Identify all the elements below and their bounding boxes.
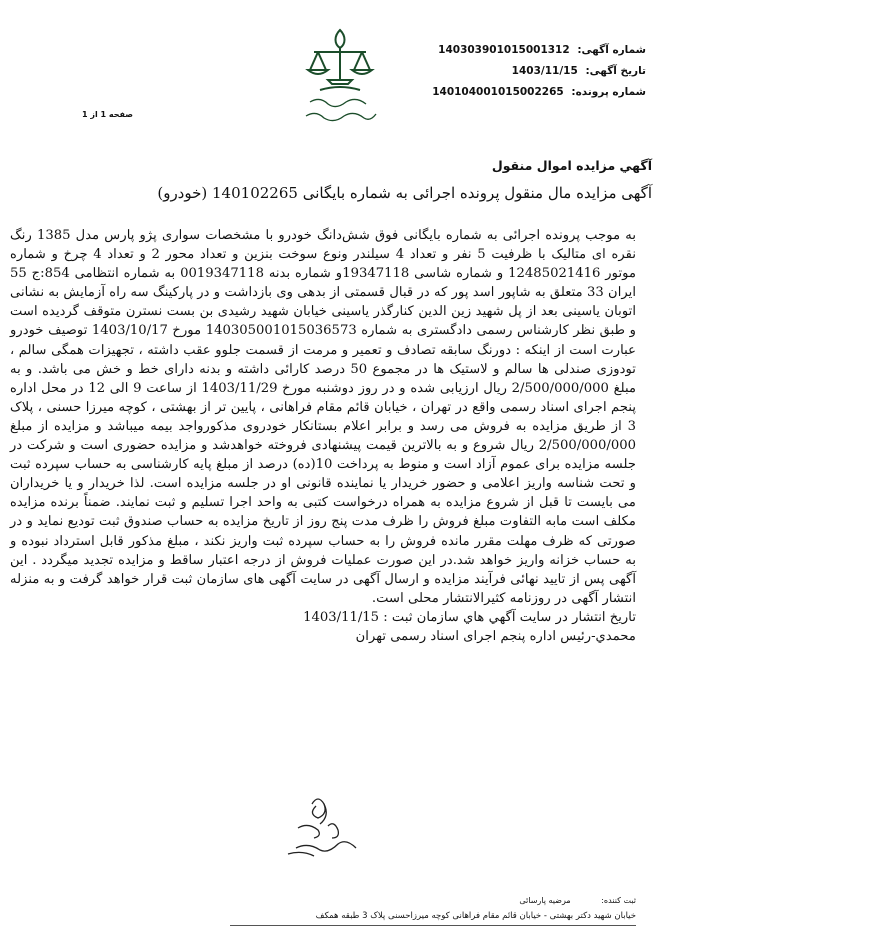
registrar-label: ثبت کننده: — [601, 896, 636, 905]
ad-date-label: تاریخ آگهی: — [585, 65, 646, 77]
signature-area — [278, 792, 374, 860]
page-subtitle: آگهی مزایده مال منقول پرونده اجرائی به شماره بایگانی 140102265 (خودرو) — [157, 184, 652, 202]
registrar-name: مرضیه پارسائی — [519, 896, 571, 905]
case-number-label: شماره پرونده: — [571, 86, 646, 98]
page-title: آگهي مزايده اموال منقول — [491, 158, 652, 173]
ad-date-row — [446, 61, 646, 82]
judiciary-emblem — [300, 18, 380, 133]
handwritten-signature-icon — [278, 792, 374, 860]
registrar-row — [519, 896, 636, 905]
footer-divider — [230, 925, 636, 926]
footer-address: خیابان شهید دکتر بهشتی - خیابان قائم مقام فراهانی کوچه میرزاحسنی پلاک 3 طبقه همکف — [315, 911, 636, 921]
notice-body — [10, 226, 636, 646]
ad-number-row — [438, 40, 646, 61]
case-number-row — [432, 82, 646, 103]
ad-number-value: 140303901015001312 — [438, 44, 570, 56]
ad-date-value: 1403/11/15 — [511, 65, 578, 77]
page-number: صفحه 1 از 1 — [82, 110, 133, 119]
notice-paragraph: به موجب پرونده اجرائی به شماره بایگانی فوق شش‌دانگ خودرو با مشخصات سواری پژو پارس مدل 1385 رنگ نقره ای متالیک با ظرفیت 5 نفر و تعداد 4 سیلندر ونوع سوخت بنزین و تعداد محور 2 و تعداد 4 چرخ و شماره موتور 12485021416 و شماره شاسی 19347118و شماره بدنه 0019347118 به شماره انتظامی 854:ج 55 ایران 33 متعلق به شاپور اسد پور که در قبال قسمتی از بدهی وی بازداشت و در پارکینگ سه راه آزمایش به نشانی اتوبان یاسینی بعد از پل شهید زین الدین کنارگذر یاسینی خیابان شهید رشیدی بن بست نسترن متوقف گردیده است و طبق نظر کارشناس رسمی دادگستری به شماره 140305001015036573 مورخ 1403/10/17 توصیف خودرو عبارت است از اینکه : دورنگ سابقه تصادف و تعمیر و مرمت از قسمت جلوو عقب داشته ، تجهیزات همگی سالم ، تودوزی صندلی ها سالم و لاستیک ها در مجموع 50 درصد کارائی داشته و بدنه دارای خط و خش می باشد. و به مبلغ 2/500/000/000 ریال ارزیابی شده و در روز دوشنبه مورخ 1403/11/29 از ساعت 9 الی 12 در محل اداره پنجم اجرای اسناد رسمی واقع در تهران ، خیابان قائم مقام فراهانی ، پایین تر از بهشتی ، کوچه میرزا حسنی ، پلاک 3 از طریق مزایده به فروش می رسد و برابر اعلام بستانکار خودروی مذکورواجد بیمه میباشد و مزایده از مبلغ 2/500/000/000 ریال شروع و به بالاترین قیمت پیشنهادی فروخته خواهدشد و مزایده حضوری است و شرکت در جلسه مزایده برای عموم آزاد است و منوط به پرداخت 10(ده) درصد از مبلغ پایه کارشناسی به حساب سپرده ثبت و تحت شناسه واریز اعلامی و حضور خریدار یا نماینده قانونی او در جلسه مزایده است. لذا خریدار و یا خریداران می بایست تا قبل از شروع مزایده به همراه درخواست کتبی به واحد اجرا تسلیم و ثبت نمایند. ضمناً برنده مزایده مکلف است مابه التفاوت مبلغ فروش را ظرف مدت پنج روز از تاریخ مزایده به حساب صندوق ثبت تودیع نماید و در صورتی که ظرف مهلت مقرر مانده فروش را به حساب سپرده ثبت واریز نکند ، مبلغ مذکور قابل استرداد نبوده و به حساب خزانه واریز خواهد شد.در این صورت عملیات فروش از درجه اعتبار ساقط و مزایده تجدید میگردد . این آگهی پس از تایید نهائی فرآیند مزایده و ارسال آگهی در سایت آگهی های سازمان ثبت قرار خواهد گرفت و به منزله انتشار آگهی در روزنامه کثیرالانتشار محلی است. — [10, 228, 637, 606]
signatory-line: محمدي-رئيس اداره پنجم اجرای اسناد رسمی تهران — [355, 628, 636, 644]
publish-date-line: تاریخ انتشار در سایت آگهي هاي سازمان ثبت : 1403/11/15 — [303, 609, 636, 625]
ad-number-label: شماره آگهی: — [577, 44, 646, 56]
case-number-value: 140104001015002265 — [432, 86, 564, 98]
scales-emblem-icon — [300, 18, 380, 133]
ad-meta-block — [432, 40, 646, 103]
